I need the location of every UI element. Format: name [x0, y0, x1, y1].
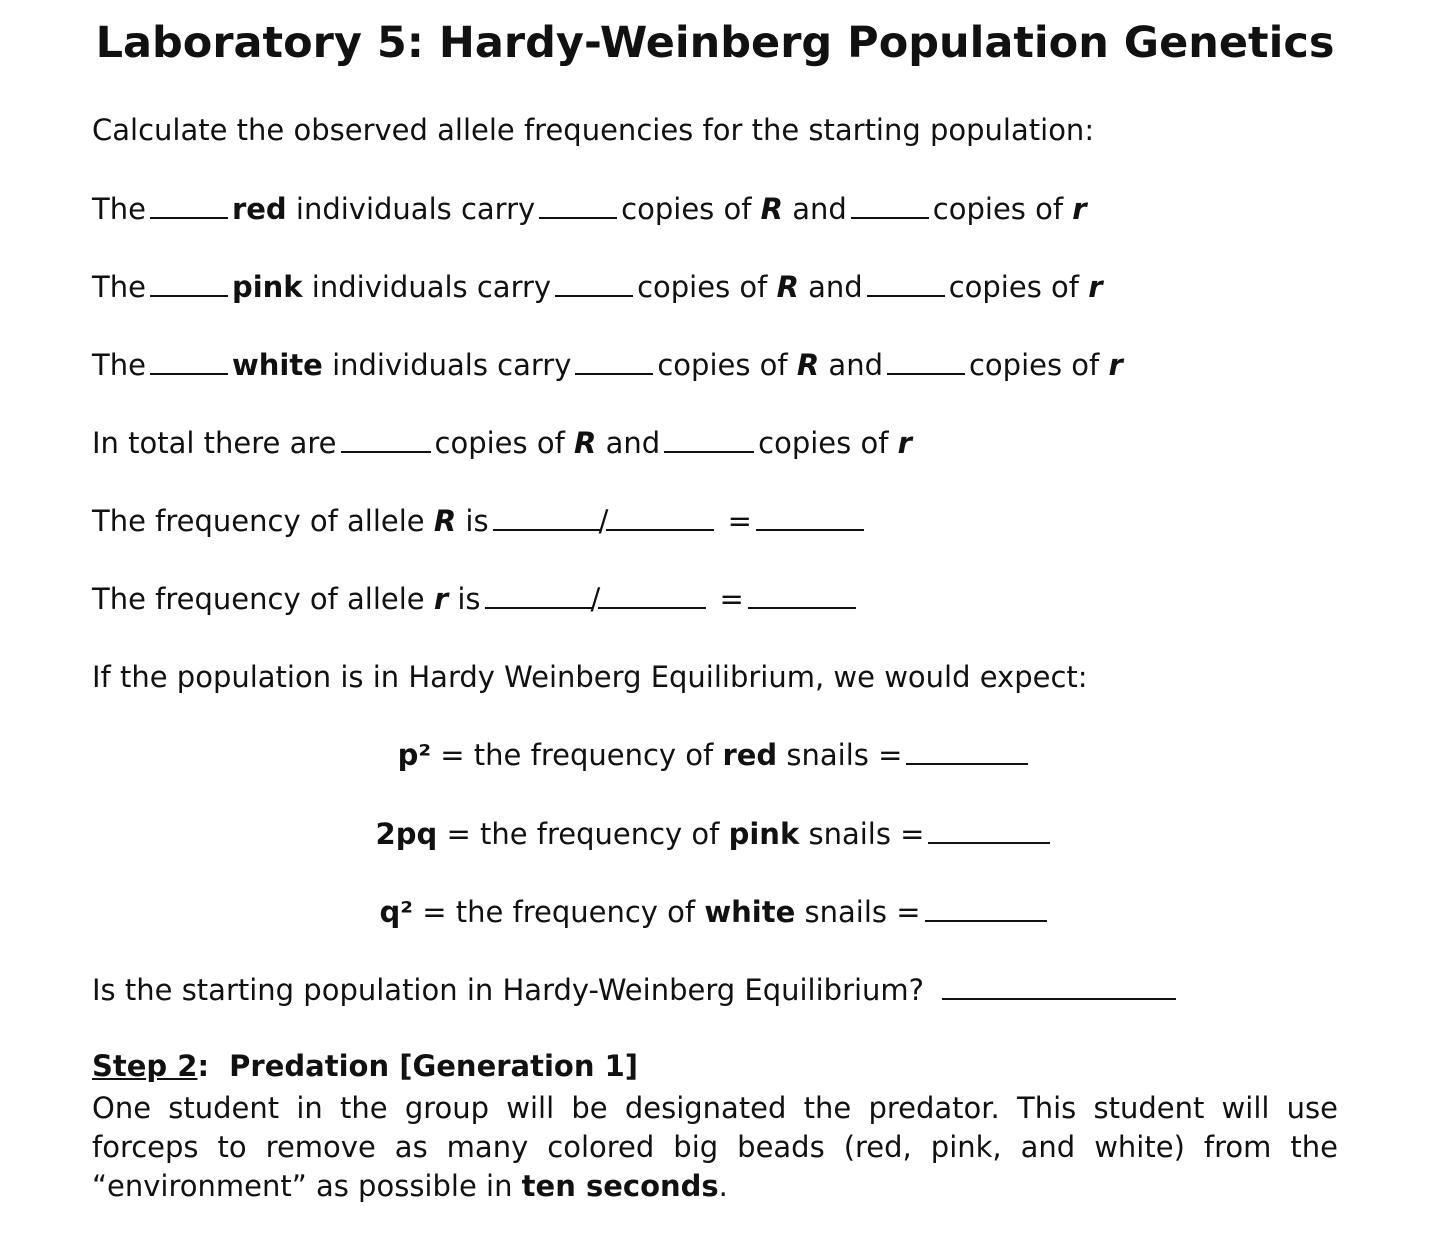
total-label: In total there are [92, 426, 337, 460]
step-title: Predation [Generation 1] [229, 1049, 639, 1083]
label-copies-of: copies of [968, 348, 1100, 382]
expectation-white [0, 894, 1430, 930]
step-label: Step 2 [92, 1049, 198, 1083]
allele-R: R [796, 348, 820, 382]
equals-sign: = [727, 504, 752, 538]
pink-count-blank[interactable] [150, 269, 228, 297]
expectation-text: = the frequency of [422, 895, 696, 929]
phenotype-pink: pink [728, 817, 800, 851]
white-count-blank[interactable] [150, 347, 228, 375]
term-p-squared: p² [397, 738, 432, 772]
freq-R-numerator-blank[interactable] [493, 503, 601, 531]
label-the: The [92, 192, 146, 226]
allele-r: r [1088, 270, 1103, 304]
allele-r: r [897, 426, 912, 460]
label-copies-of: copies of [932, 192, 1064, 226]
total-R-blank[interactable] [341, 425, 431, 453]
label-copies-of: copies of [657, 348, 788, 382]
label-and: and [605, 426, 661, 460]
expectation-suffix: snails = [786, 738, 903, 772]
label-the: The [92, 270, 146, 304]
label-individuals: individuals carry [295, 192, 536, 226]
paragraph-text: One student in the group will be designated the predator. This student will use forceps to remove as many colored big beads (red, pink, and white) from the “environment” as possible in [92, 1091, 1338, 1203]
allele-R: R [433, 504, 457, 538]
intro-text: Calculate the observed allele frequencies for the starting population: [92, 113, 1095, 147]
white-r-copies-blank[interactable] [887, 347, 965, 375]
total-r-blank[interactable] [664, 425, 754, 453]
allele-R: R [760, 192, 784, 226]
paragraph-end: . [718, 1169, 728, 1203]
step-heading [92, 1049, 638, 1083]
equilibrium-question-row [92, 972, 1180, 1008]
expectation-suffix: snails = [804, 895, 921, 929]
allele-r: r [433, 582, 449, 616]
label-is: is [457, 582, 481, 616]
label-copies-of: copies of [621, 192, 752, 226]
page-title: Laboratory 5: Hardy-Weinberg Population Genetics [95, 18, 1335, 68]
step-paragraph [92, 1089, 1338, 1206]
freq-label: The frequency of allele [92, 582, 425, 616]
label-copies-of: copies of [948, 270, 1079, 304]
white-carry-row [92, 347, 1123, 383]
allele-R: R [574, 426, 597, 460]
freq-label: The frequency of allele [92, 504, 425, 538]
paragraph-emphasis: ten seconds [521, 1169, 719, 1203]
equilibrium-question: Is the starting population in Hardy-Weinberg Equilibrium? [92, 973, 925, 1007]
allele-R: R [776, 270, 799, 304]
freq-R-row [92, 503, 868, 539]
pink-carry-row [92, 269, 1103, 305]
freq-r-numerator-blank[interactable] [485, 581, 593, 609]
expectation-red [0, 737, 1430, 773]
allele-r: r [1108, 348, 1123, 382]
red-carry-row [92, 191, 1087, 227]
freq-R-result-blank[interactable] [756, 503, 864, 531]
label-the: The [92, 348, 146, 382]
equals-sign: = [719, 582, 744, 616]
phenotype-white: white [231, 348, 323, 382]
hw-intro: If the population is in Hardy Weinberg Equilibrium, we would expect: [92, 660, 1088, 694]
label-and: and [828, 348, 883, 382]
white-R-copies-blank[interactable] [575, 347, 653, 375]
label-and: and [792, 192, 847, 226]
label-copies-of: copies of [758, 426, 889, 460]
label-copies-of: copies of [434, 426, 565, 460]
label-individuals: individuals carry [332, 348, 572, 382]
expectation-suffix: snails = [808, 817, 925, 851]
p-squared-blank[interactable] [906, 737, 1028, 765]
step-colon: : [197, 1049, 210, 1083]
phenotype-red: red [722, 738, 778, 772]
phenotype-white: white [704, 895, 796, 929]
fraction-slash: / [590, 582, 601, 616]
term-q-squared: q² [379, 895, 413, 929]
freq-r-denominator-blank[interactable] [598, 581, 706, 609]
term-2pq: 2pq [375, 817, 438, 851]
equilibrium-answer-blank[interactable] [942, 972, 1176, 1000]
red-R-copies-blank[interactable] [539, 191, 617, 219]
red-count-blank[interactable] [150, 191, 228, 219]
red-r-copies-blank[interactable] [851, 191, 929, 219]
total-row [92, 425, 912, 461]
allele-r: r [1072, 192, 1087, 226]
label-individuals: individuals carry [311, 270, 552, 304]
expectation-text: = the frequency of [440, 738, 714, 772]
q-squared-blank[interactable] [925, 894, 1047, 922]
fraction-slash: / [598, 504, 609, 538]
expectation-text: = the frequency of [446, 817, 720, 851]
freq-R-denominator-blank[interactable] [606, 503, 714, 531]
phenotype-pink: pink [231, 270, 303, 304]
label-copies-of: copies of [637, 270, 768, 304]
label-and: and [808, 270, 863, 304]
label-is: is [465, 504, 489, 538]
freq-r-result-blank[interactable] [748, 581, 856, 609]
pink-r-copies-blank[interactable] [867, 269, 945, 297]
freq-r-row [92, 581, 860, 617]
phenotype-red: red [231, 192, 287, 226]
2pq-blank[interactable] [928, 816, 1050, 844]
pink-R-copies-blank[interactable] [555, 269, 633, 297]
expectation-pink [0, 816, 1430, 852]
